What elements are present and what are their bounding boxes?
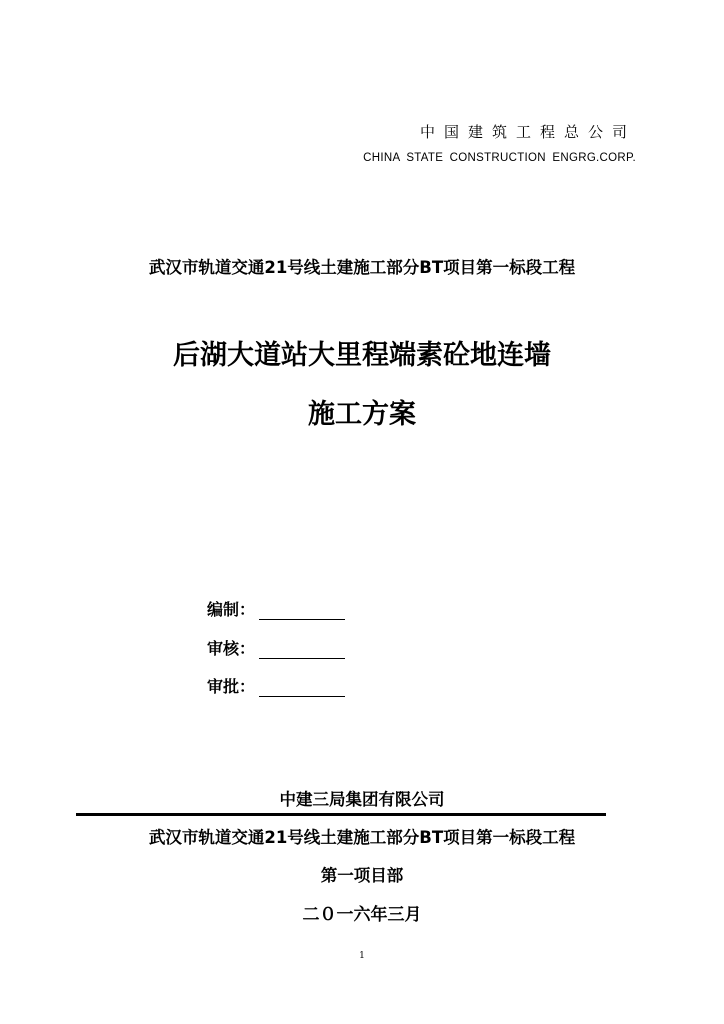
page-number: 1 — [359, 951, 365, 961]
document-date: 二０一六年三月 — [302, 905, 422, 925]
signature-blank-line — [259, 640, 345, 659]
signature-blank-line — [259, 678, 345, 697]
signature-blank-line — [259, 601, 345, 620]
signature-label: 编制： — [207, 600, 256, 619]
divider-rule — [76, 813, 606, 816]
footer-project-title: 武汉市轨道交通21号线土建施工部分BT项目第一标段工程 — [148, 828, 576, 847]
signature-label: 审批： — [207, 677, 256, 696]
department-name: 第一项目部 — [320, 866, 404, 885]
signature-reviewed — [207, 636, 345, 659]
company-name-cn: 中国建筑工程总公司 — [419, 123, 636, 141]
project-title: 武汉市轨道交通21号线土建施工部分BT项目第一标段工程 — [148, 258, 576, 277]
document-title-line1: 后湖大道站大里程端素砼地连墙 — [173, 340, 551, 371]
signature-compiled — [207, 597, 345, 620]
document-title-line2: 施工方案 — [308, 399, 416, 430]
organization-name: 中建三局集团有限公司 — [279, 790, 445, 809]
signature-label: 审核： — [207, 639, 256, 658]
signature-approved — [207, 674, 345, 697]
company-name-en: CHINA STATE CONSTRUCTION ENGRG.CORP. — [363, 152, 636, 164]
